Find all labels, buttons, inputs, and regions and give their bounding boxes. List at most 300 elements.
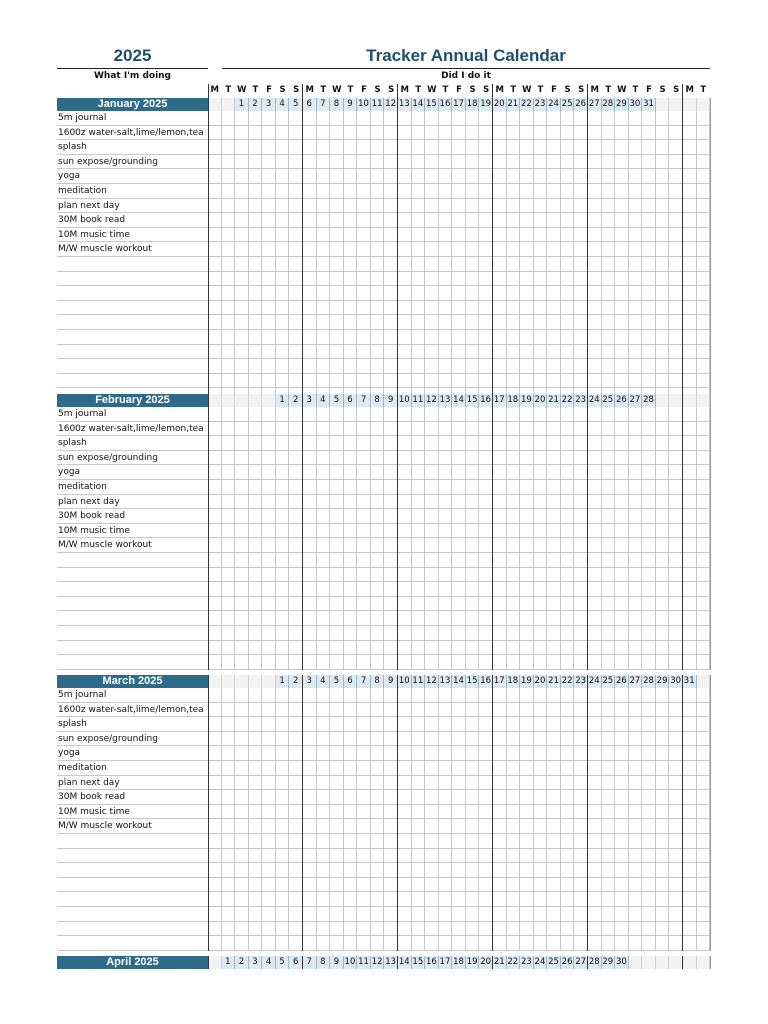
checkbox-cell[interactable] [574,641,588,656]
checkbox-cell[interactable] [683,834,697,849]
checkbox-cell[interactable] [534,746,548,761]
checkbox-cell[interactable] [683,330,697,345]
checkbox-cell[interactable] [697,892,711,907]
checkbox-cell[interactable] [262,330,276,345]
checkbox-cell[interactable] [208,495,222,510]
checkbox-cell[interactable] [249,359,263,374]
checkbox-cell[interactable] [222,495,236,510]
checkbox-cell[interactable] [493,451,507,466]
checkbox-cell[interactable] [439,359,453,374]
checkbox-cell[interactable] [344,345,358,360]
checkbox-cell[interactable] [330,495,344,510]
checkbox-cell[interactable] [357,345,371,360]
checkbox-cell[interactable] [303,936,317,951]
checkbox-cell[interactable] [384,451,398,466]
checkbox-cell[interactable] [656,892,670,907]
checkbox-cell[interactable] [330,228,344,243]
checkbox-cell[interactable] [222,155,236,170]
checkbox-cell[interactable] [697,568,711,583]
checkbox-cell[interactable] [656,524,670,539]
checkbox-cell[interactable] [262,907,276,922]
checkbox-cell[interactable] [249,907,263,922]
checkbox-cell[interactable] [425,111,439,126]
checkbox-cell[interactable] [276,330,290,345]
checkbox-cell[interactable] [235,776,249,791]
checkbox-cell[interactable] [425,436,439,451]
checkbox-cell[interactable] [642,688,656,703]
checkbox-cell[interactable] [615,553,629,568]
checkbox-cell[interactable] [602,863,616,878]
checkbox-cell[interactable] [588,790,602,805]
checkbox-cell[interactable] [547,272,561,287]
checkbox-cell[interactable] [561,790,575,805]
checkbox-cell[interactable] [384,688,398,703]
checkbox-cell[interactable] [289,582,303,597]
checkbox-cell[interactable] [683,819,697,834]
checkbox-cell[interactable] [412,878,426,893]
checkbox-cell[interactable] [466,272,480,287]
checkbox-cell[interactable] [507,641,521,656]
checkbox-cell[interactable] [452,746,466,761]
checkbox-cell[interactable] [357,892,371,907]
checkbox-cell[interactable] [561,315,575,330]
checkbox-cell[interactable] [507,568,521,583]
checkbox-cell[interactable] [317,140,331,155]
checkbox-cell[interactable] [439,184,453,199]
checkbox-cell[interactable] [262,717,276,732]
checkbox-cell[interactable] [249,228,263,243]
checkbox-cell[interactable] [412,746,426,761]
checkbox-cell[interactable] [493,422,507,437]
checkbox-cell[interactable] [466,761,480,776]
checkbox-cell[interactable] [697,746,711,761]
checkbox-cell[interactable] [439,553,453,568]
checkbox-cell[interactable] [507,422,521,437]
checkbox-cell[interactable] [425,169,439,184]
checkbox-cell[interactable] [574,184,588,199]
checkbox-cell[interactable] [371,819,385,834]
checkbox-cell[interactable] [493,732,507,747]
checkbox-cell[interactable] [425,242,439,257]
checkbox-cell[interactable] [398,374,412,389]
checkbox-cell[interactable] [669,345,683,360]
checkbox-cell[interactable] [276,641,290,656]
checkbox-cell[interactable] [452,922,466,937]
checkbox-cell[interactable] [547,374,561,389]
checkbox-cell[interactable] [249,732,263,747]
checkbox-cell[interactable] [588,688,602,703]
checkbox-cell[interactable] [547,790,561,805]
checkbox-cell[interactable] [330,790,344,805]
checkbox-cell[interactable] [384,922,398,937]
checkbox-cell[interactable] [262,257,276,272]
checkbox-cell[interactable] [683,301,697,316]
checkbox-cell[interactable] [466,359,480,374]
checkbox-cell[interactable] [602,155,616,170]
checkbox-cell[interactable] [371,849,385,864]
checkbox-cell[interactable] [412,213,426,228]
checkbox-cell[interactable] [262,746,276,761]
checkbox-cell[interactable] [330,509,344,524]
checkbox-cell[interactable] [289,169,303,184]
checkbox-cell[interactable] [425,688,439,703]
checkbox-cell[interactable] [574,863,588,878]
checkbox-cell[interactable] [330,761,344,776]
checkbox-cell[interactable] [330,286,344,301]
checkbox-cell[interactable] [357,495,371,510]
checkbox-cell[interactable] [479,495,493,510]
checkbox-cell[interactable] [466,849,480,864]
checkbox-cell[interactable] [303,495,317,510]
checkbox-cell[interactable] [276,436,290,451]
checkbox-cell[interactable] [371,703,385,718]
checkbox-cell[interactable] [669,257,683,272]
checkbox-cell[interactable] [534,611,548,626]
checkbox-cell[interactable] [507,480,521,495]
checkbox-cell[interactable] [330,597,344,612]
checkbox-cell[interactable] [425,922,439,937]
checkbox-cell[interactable] [520,703,534,718]
checkbox-cell[interactable] [683,582,697,597]
checkbox-cell[interactable] [357,436,371,451]
checkbox-cell[interactable] [466,480,480,495]
checkbox-cell[interactable] [384,330,398,345]
checkbox-cell[interactable] [317,611,331,626]
checkbox-cell[interactable] [683,892,697,907]
checkbox-cell[interactable] [439,849,453,864]
checkbox-cell[interactable] [235,465,249,480]
checkbox-cell[interactable] [303,169,317,184]
checkbox-cell[interactable] [303,553,317,568]
checkbox-cell[interactable] [317,213,331,228]
checkbox-cell[interactable] [547,199,561,214]
checkbox-cell[interactable] [479,213,493,228]
checkbox-cell[interactable] [561,819,575,834]
checkbox-cell[interactable] [303,140,317,155]
checkbox-cell[interactable] [317,330,331,345]
checkbox-cell[interactable] [507,155,521,170]
checkbox-cell[interactable] [330,553,344,568]
checkbox-cell[interactable] [507,688,521,703]
checkbox-cell[interactable] [303,611,317,626]
checkbox-cell[interactable] [371,761,385,776]
checkbox-cell[interactable] [466,641,480,656]
checkbox-cell[interactable] [276,301,290,316]
checkbox-cell[interactable] [629,568,643,583]
checkbox-cell[interactable] [398,688,412,703]
checkbox-cell[interactable] [629,451,643,466]
checkbox-cell[interactable] [547,465,561,480]
checkbox-cell[interactable] [398,626,412,641]
checkbox-cell[interactable] [534,834,548,849]
checkbox-cell[interactable] [697,407,711,422]
checkbox-cell[interactable] [561,688,575,703]
checkbox-cell[interactable] [249,199,263,214]
checkbox-cell[interactable] [466,315,480,330]
checkbox-cell[interactable] [412,538,426,553]
checkbox-cell[interactable] [452,776,466,791]
checkbox-cell[interactable] [303,407,317,422]
checkbox-cell[interactable] [452,213,466,228]
checkbox-cell[interactable] [520,451,534,466]
checkbox-cell[interactable] [493,286,507,301]
checkbox-cell[interactable] [588,257,602,272]
checkbox-cell[interactable] [507,286,521,301]
checkbox-cell[interactable] [452,805,466,820]
checkbox-cell[interactable] [303,286,317,301]
checkbox-cell[interactable] [344,936,358,951]
checkbox-cell[interactable] [262,688,276,703]
checkbox-cell[interactable] [439,330,453,345]
checkbox-cell[interactable] [384,272,398,287]
checkbox-cell[interactable] [547,169,561,184]
checkbox-cell[interactable] [588,199,602,214]
checkbox-cell[interactable] [317,286,331,301]
checkbox-cell[interactable] [629,761,643,776]
checkbox-cell[interactable] [697,330,711,345]
checkbox-cell[interactable] [371,422,385,437]
checkbox-cell[interactable] [303,184,317,199]
checkbox-cell[interactable] [574,922,588,937]
checkbox-cell[interactable] [466,509,480,524]
checkbox-cell[interactable] [534,451,548,466]
checkbox-cell[interactable] [561,524,575,539]
checkbox-cell[interactable] [561,345,575,360]
checkbox-cell[interactable] [208,436,222,451]
checkbox-cell[interactable] [289,315,303,330]
checkbox-cell[interactable] [588,213,602,228]
checkbox-cell[interactable] [561,582,575,597]
checkbox-cell[interactable] [683,553,697,568]
checkbox-cell[interactable] [642,641,656,656]
checkbox-cell[interactable] [452,611,466,626]
checkbox-cell[interactable] [561,863,575,878]
checkbox-cell[interactable] [520,345,534,360]
checkbox-cell[interactable] [629,374,643,389]
checkbox-cell[interactable] [303,790,317,805]
checkbox-cell[interactable] [574,776,588,791]
checkbox-cell[interactable] [208,140,222,155]
checkbox-cell[interactable] [547,213,561,228]
checkbox-cell[interactable] [439,597,453,612]
checkbox-cell[interactable] [534,863,548,878]
checkbox-cell[interactable] [574,407,588,422]
checkbox-cell[interactable] [439,315,453,330]
checkbox-cell[interactable] [303,480,317,495]
checkbox-cell[interactable] [479,717,493,732]
checkbox-cell[interactable] [683,111,697,126]
checkbox-cell[interactable] [371,436,385,451]
checkbox-cell[interactable] [520,922,534,937]
checkbox-cell[interactable] [398,819,412,834]
checkbox-cell[interactable] [479,359,493,374]
checkbox-cell[interactable] [479,524,493,539]
checkbox-cell[interactable] [398,922,412,937]
checkbox-cell[interactable] [629,126,643,141]
checkbox-cell[interactable] [452,524,466,539]
checkbox-cell[interactable] [629,359,643,374]
checkbox-cell[interactable] [412,407,426,422]
checkbox-cell[interactable] [697,315,711,330]
checkbox-cell[interactable] [615,819,629,834]
checkbox-cell[interactable] [425,819,439,834]
checkbox-cell[interactable] [249,169,263,184]
checkbox-cell[interactable] [384,863,398,878]
checkbox-cell[interactable] [479,553,493,568]
checkbox-cell[interactable] [602,703,616,718]
checkbox-cell[interactable] [317,761,331,776]
checkbox-cell[interactable] [330,111,344,126]
checkbox-cell[interactable] [466,286,480,301]
checkbox-cell[interactable] [398,155,412,170]
checkbox-cell[interactable] [317,626,331,641]
checkbox-cell[interactable] [412,155,426,170]
checkbox-cell[interactable] [588,703,602,718]
checkbox-cell[interactable] [493,126,507,141]
checkbox-cell[interactable] [493,790,507,805]
checkbox-cell[interactable] [262,272,276,287]
checkbox-cell[interactable] [398,228,412,243]
checkbox-cell[interactable] [602,286,616,301]
checkbox-cell[interactable] [276,746,290,761]
checkbox-cell[interactable] [412,849,426,864]
checkbox-cell[interactable] [561,436,575,451]
checkbox-cell[interactable] [344,272,358,287]
checkbox-cell[interactable] [208,936,222,951]
checkbox-cell[interactable] [398,315,412,330]
checkbox-cell[interactable] [222,936,236,951]
checkbox-cell[interactable] [208,184,222,199]
checkbox-cell[interactable] [208,790,222,805]
checkbox-cell[interactable] [507,140,521,155]
checkbox-cell[interactable] [398,761,412,776]
checkbox-cell[interactable] [357,111,371,126]
checkbox-cell[interactable] [479,611,493,626]
checkbox-cell[interactable] [330,169,344,184]
checkbox-cell[interactable] [520,626,534,641]
checkbox-cell[interactable] [669,641,683,656]
checkbox-cell[interactable] [547,819,561,834]
checkbox-cell[interactable] [222,374,236,389]
checkbox-cell[interactable] [249,641,263,656]
checkbox-cell[interactable] [249,717,263,732]
checkbox-cell[interactable] [317,936,331,951]
checkbox-cell[interactable] [398,907,412,922]
checkbox-cell[interactable] [384,155,398,170]
checkbox-cell[interactable] [452,126,466,141]
checkbox-cell[interactable] [588,776,602,791]
checkbox-cell[interactable] [357,626,371,641]
checkbox-cell[interactable] [493,761,507,776]
checkbox-cell[interactable] [479,228,493,243]
checkbox-cell[interactable] [493,538,507,553]
checkbox-cell[interactable] [642,597,656,612]
checkbox-cell[interactable] [384,465,398,480]
checkbox-cell[interactable] [547,568,561,583]
checkbox-cell[interactable] [683,422,697,437]
checkbox-cell[interactable] [398,199,412,214]
checkbox-cell[interactable] [371,746,385,761]
checkbox-cell[interactable] [452,422,466,437]
checkbox-cell[interactable] [520,140,534,155]
checkbox-cell[interactable] [371,480,385,495]
checkbox-cell[interactable] [561,553,575,568]
checkbox-cell[interactable] [357,126,371,141]
checkbox-cell[interactable] [235,374,249,389]
checkbox-cell[interactable] [479,790,493,805]
checkbox-cell[interactable] [588,169,602,184]
checkbox-cell[interactable] [208,819,222,834]
checkbox-cell[interactable] [669,597,683,612]
checkbox-cell[interactable] [615,688,629,703]
checkbox-cell[interactable] [317,553,331,568]
checkbox-cell[interactable] [439,892,453,907]
checkbox-cell[interactable] [629,878,643,893]
checkbox-cell[interactable] [276,597,290,612]
checkbox-cell[interactable] [344,849,358,864]
checkbox-cell[interactable] [479,436,493,451]
checkbox-cell[interactable] [547,582,561,597]
checkbox-cell[interactable] [208,582,222,597]
checkbox-cell[interactable] [534,155,548,170]
checkbox-cell[interactable] [534,922,548,937]
checkbox-cell[interactable] [669,819,683,834]
checkbox-cell[interactable] [466,703,480,718]
checkbox-cell[interactable] [235,746,249,761]
checkbox-cell[interactable] [412,553,426,568]
checkbox-cell[interactable] [520,213,534,228]
checkbox-cell[interactable] [547,746,561,761]
checkbox-cell[interactable] [289,480,303,495]
checkbox-cell[interactable] [330,863,344,878]
checkbox-cell[interactable] [344,538,358,553]
checkbox-cell[interactable] [642,626,656,641]
checkbox-cell[interactable] [520,790,534,805]
checkbox-cell[interactable] [357,199,371,214]
checkbox-cell[interactable] [235,330,249,345]
checkbox-cell[interactable] [629,732,643,747]
checkbox-cell[interactable] [697,465,711,480]
checkbox-cell[interactable] [697,611,711,626]
checkbox-cell[interactable] [289,790,303,805]
checkbox-cell[interactable] [249,330,263,345]
checkbox-cell[interactable] [452,330,466,345]
checkbox-cell[interactable] [574,422,588,437]
checkbox-cell[interactable] [452,641,466,656]
checkbox-cell[interactable] [493,301,507,316]
checkbox-cell[interactable] [276,805,290,820]
checkbox-cell[interactable] [683,732,697,747]
checkbox-cell[interactable] [629,688,643,703]
checkbox-cell[interactable] [235,111,249,126]
checkbox-cell[interactable] [222,878,236,893]
checkbox-cell[interactable] [439,257,453,272]
checkbox-cell[interactable] [615,315,629,330]
checkbox-cell[interactable] [656,301,670,316]
checkbox-cell[interactable] [452,790,466,805]
checkbox-cell[interactable] [656,582,670,597]
checkbox-cell[interactable] [642,345,656,360]
checkbox-cell[interactable] [697,582,711,597]
checkbox-cell[interactable] [371,451,385,466]
checkbox-cell[interactable] [669,184,683,199]
checkbox-cell[interactable] [697,257,711,272]
checkbox-cell[interactable] [384,242,398,257]
checkbox-cell[interactable] [208,922,222,937]
checkbox-cell[interactable] [466,790,480,805]
checkbox-cell[interactable] [615,480,629,495]
checkbox-cell[interactable] [344,228,358,243]
